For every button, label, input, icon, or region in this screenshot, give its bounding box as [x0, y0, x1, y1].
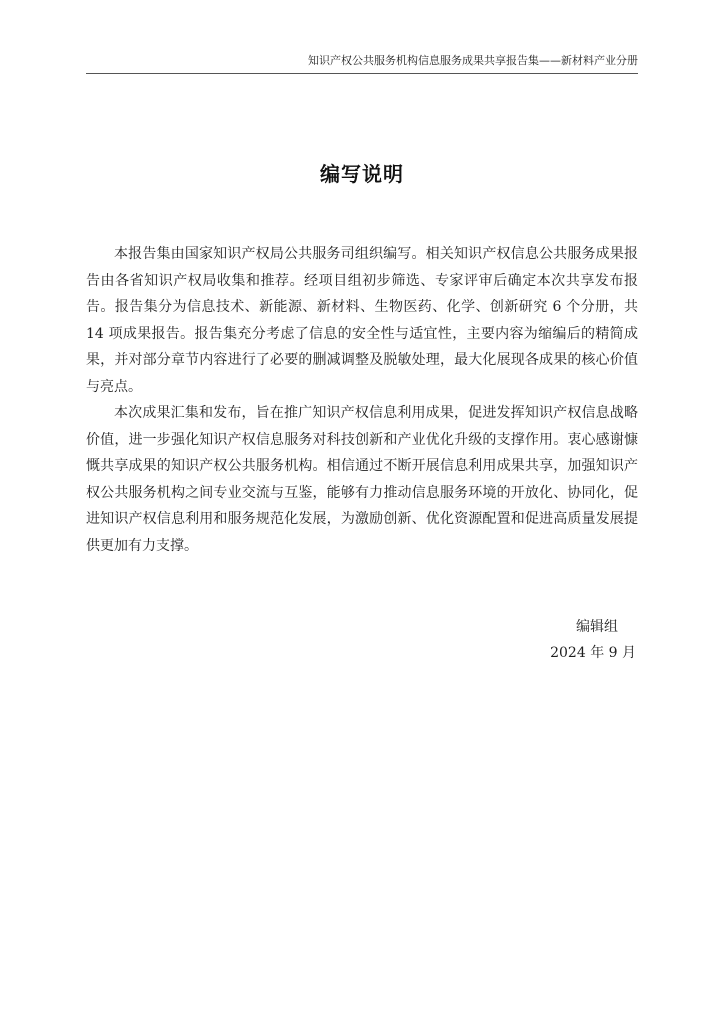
paragraph-2: 本次成果汇集和发布，旨在推广知识产权信息利用成果，促进发挥知识产权信息战略价值，进一步强化知识产权信息服务对科技创新和产业优化升级的支撑作用。衷心感谢慷慨共享成果的知识产权公共服务机构。相信通过不断开展信息利用成果共享，加强知识产权公共服务机构之间专业交流与互鉴，能够有力推动信息服务环境的开放化、协同化，促进知识产权信息利用和服务规范化发展，为激励创新、优化资源配置和促进高质量发展提供更加有力支撑。	[86, 405, 638, 554]
body-text	[86, 241, 638, 559]
signature-block	[550, 614, 636, 666]
header-divider	[86, 73, 638, 74]
page-title: 编写说明	[320, 162, 404, 186]
paragraph-1: 本报告集由国家知识产权局公共服务司组织编写。相关知识产权信息公共服务成果报告由各省知识产权局收集和推荐。经项目组初步筛选、专家评审后确定本次共享发布报告。报告集分为信息技术、新能源、新材料、生物医药、化学、创新研究 6 个分册，共 14 项成果报告。报告集充分考虑了信息的安全性与适宜性，主要内容为缩编后的精简成果，并对部分章节内容进行了必要的删减调整及脱敏处理，最大化展现各成果的核心价值与亮点。	[86, 246, 638, 395]
running-header: 知识产权公共服务机构信息服务成果共享报告集——新材料产业分册	[308, 54, 638, 67]
signature-org: 编辑组	[576, 619, 618, 635]
signature-date: 2024 年 9 月	[550, 645, 636, 661]
